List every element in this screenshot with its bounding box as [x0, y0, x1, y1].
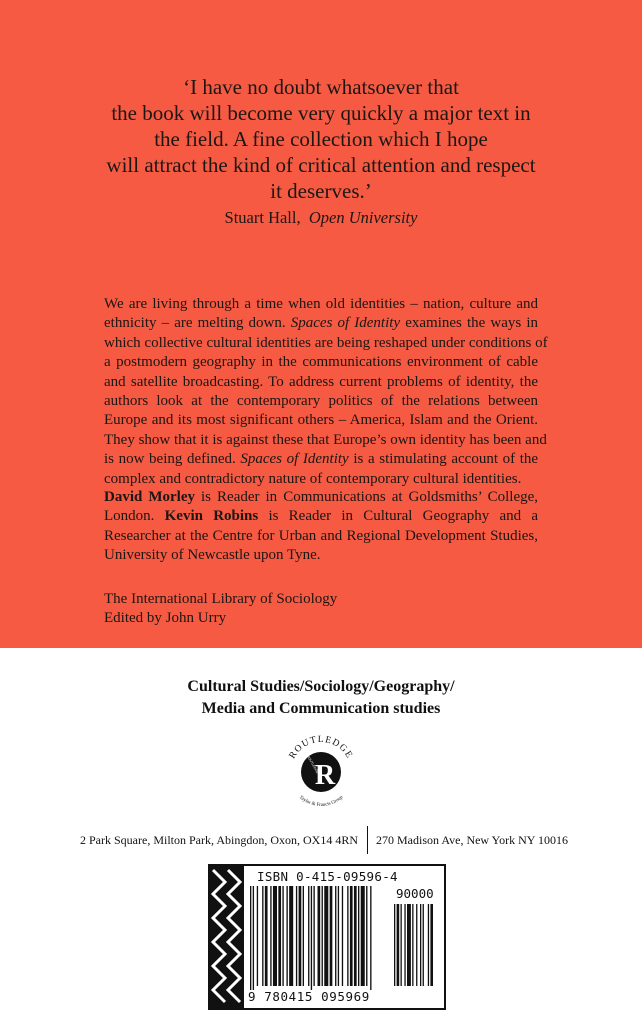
- address-divider: [367, 826, 368, 854]
- barcode-bar: [262, 886, 263, 986]
- barcode-bar: [250, 886, 251, 990]
- bio-line: Researcher at the Centre for Urban and Regional Development Studies,: [104, 527, 538, 544]
- description-line: is now being defined. Spaces of Identity is a stimulating account of the: [104, 451, 539, 468]
- barcode-bar: [303, 886, 304, 986]
- isbn-number: ISBN 0-415-09596-4: [257, 869, 398, 884]
- barcode-bar: [296, 886, 297, 986]
- price-addon-code: 90000: [396, 886, 434, 901]
- book-title: Spaces of Identity: [290, 315, 401, 332]
- barcode-bars: [250, 886, 433, 990]
- description-line: authors look at the contemporary politics of the relations between: [104, 393, 538, 410]
- barcode-addon-bar: [412, 904, 413, 986]
- ean-number: 9 780415 095969: [248, 989, 370, 1004]
- description-line: ethnicity – are melting down. Spaces of Identity examines the ways in: [104, 315, 539, 332]
- barcode-bar: [342, 886, 343, 986]
- barcode-bar: [273, 886, 277, 986]
- series-info: [104, 590, 337, 628]
- barcode-addon-bar: [430, 904, 433, 986]
- barcode-bar: [318, 886, 321, 986]
- author-bios: [104, 488, 538, 566]
- barcode-bar: [278, 886, 281, 986]
- barcode-bar: [322, 886, 323, 986]
- barcode-panel: [208, 864, 446, 1010]
- barcode-bar: [338, 886, 339, 986]
- series-name: The International Library of Sociology: [104, 591, 338, 607]
- logo-subtitle: Taylor & Francis Group: [297, 795, 345, 809]
- logo-wordmark: ROUTLEDGE: [287, 734, 355, 761]
- author-name: David Morley: [104, 489, 195, 505]
- barcode-bar: [366, 886, 367, 986]
- barcode-bar: [257, 886, 258, 986]
- quote-line: it deserves.’: [270, 179, 372, 203]
- barcode-addon-bar: [407, 904, 411, 986]
- uk-address: 2 Park Square, Milton Park, Abingdon, Oxon, OX14 4RN: [80, 833, 358, 847]
- book-title: Spaces of Identity: [240, 451, 349, 468]
- bio-line: University of Newcastle upon Tyne.: [104, 547, 321, 564]
- endorsement-quote: [90, 74, 552, 204]
- barcode-bar: [347, 886, 348, 986]
- barcode-bar: [358, 886, 359, 986]
- quote-author: Stuart Hall,: [224, 208, 301, 227]
- barcode-bar: [265, 886, 268, 986]
- us-address: 270 Madison Ave, New York NY 10016: [376, 833, 568, 847]
- barcode-bar: [289, 886, 293, 986]
- barcode-addon-bar: [420, 904, 421, 986]
- book-description: [104, 295, 548, 489]
- description-line: a postmodern geography in the communications environment of cable: [104, 354, 538, 371]
- barcode-addon-bar: [401, 904, 402, 986]
- barcode-bar: [286, 886, 287, 986]
- barcode-addon-bar: [397, 904, 400, 986]
- logo-inner-text: ROUTLEDGE: [306, 754, 320, 775]
- description-line: They show that it is against these that Europe’s own identity has been and: [104, 431, 547, 448]
- barcode-bar: [313, 886, 314, 986]
- barcode-bar: [253, 886, 254, 990]
- description-line: and satellite broadcasting. To address current problems of identity, the: [104, 373, 538, 390]
- quote-line: will attract the kind of critical attention and respect: [106, 153, 536, 177]
- barcode-bar: [324, 886, 328, 986]
- quote-line: the field. A fine collection which I hope: [154, 127, 488, 151]
- description-line: We are living through a time when old identities – nation, culture and: [104, 296, 538, 312]
- barcode-bar: [361, 886, 365, 986]
- subject-line: Cultural Studies/Sociology/Geography/: [187, 678, 455, 695]
- bio-line: David Morley is Reader in Communications at Goldsmiths’ College,: [104, 489, 539, 505]
- barcode-bar: [270, 886, 271, 986]
- subject-line: Media and Communication studies: [201, 700, 441, 717]
- barcode-bar: [330, 886, 333, 986]
- author-name: Kevin Robins: [164, 508, 259, 525]
- barcode-bar: [299, 886, 302, 986]
- barcode-addon-bar: [416, 904, 417, 986]
- svg-text:Taylor & Francis Group: [298, 795, 345, 808]
- subject-categories: [120, 676, 522, 720]
- barcode-addon-bar: [428, 904, 429, 986]
- barcode-addon-bar: [394, 904, 395, 986]
- quote-line: ‘I have no doubt whatsoever that: [183, 75, 459, 99]
- bio-line: London. Kevin Robins is Reader in Cultural Geography and a: [104, 508, 539, 525]
- barcode-bar: [311, 886, 312, 990]
- quote-line: the book will become very quickly a major text in: [111, 101, 531, 125]
- quote-attribution: [90, 208, 552, 228]
- barcode-bar: [308, 886, 309, 986]
- description-line: which collective cultural identities are being reshaped under conditions of: [104, 334, 548, 351]
- barcode-bar: [350, 886, 353, 986]
- barcode-bar: [282, 886, 283, 986]
- barcode-bar: [370, 886, 371, 990]
- description-line: complex and contradictory nature of contemporary cultural identities.: [104, 470, 522, 487]
- series-editor: Edited by John Urry: [104, 610, 227, 626]
- barcode-addon-bar: [423, 904, 424, 986]
- quote-institution: Open University: [308, 208, 418, 227]
- routledge-logo-icon: [281, 732, 361, 812]
- logo-letter: R: [314, 760, 336, 791]
- barcode-bar: [335, 886, 336, 986]
- barcode-bar: [354, 886, 357, 986]
- description-line: Europe and its most significant others – America, Islam and the Orient.: [104, 412, 538, 429]
- barcode-addon-bar: [404, 904, 405, 986]
